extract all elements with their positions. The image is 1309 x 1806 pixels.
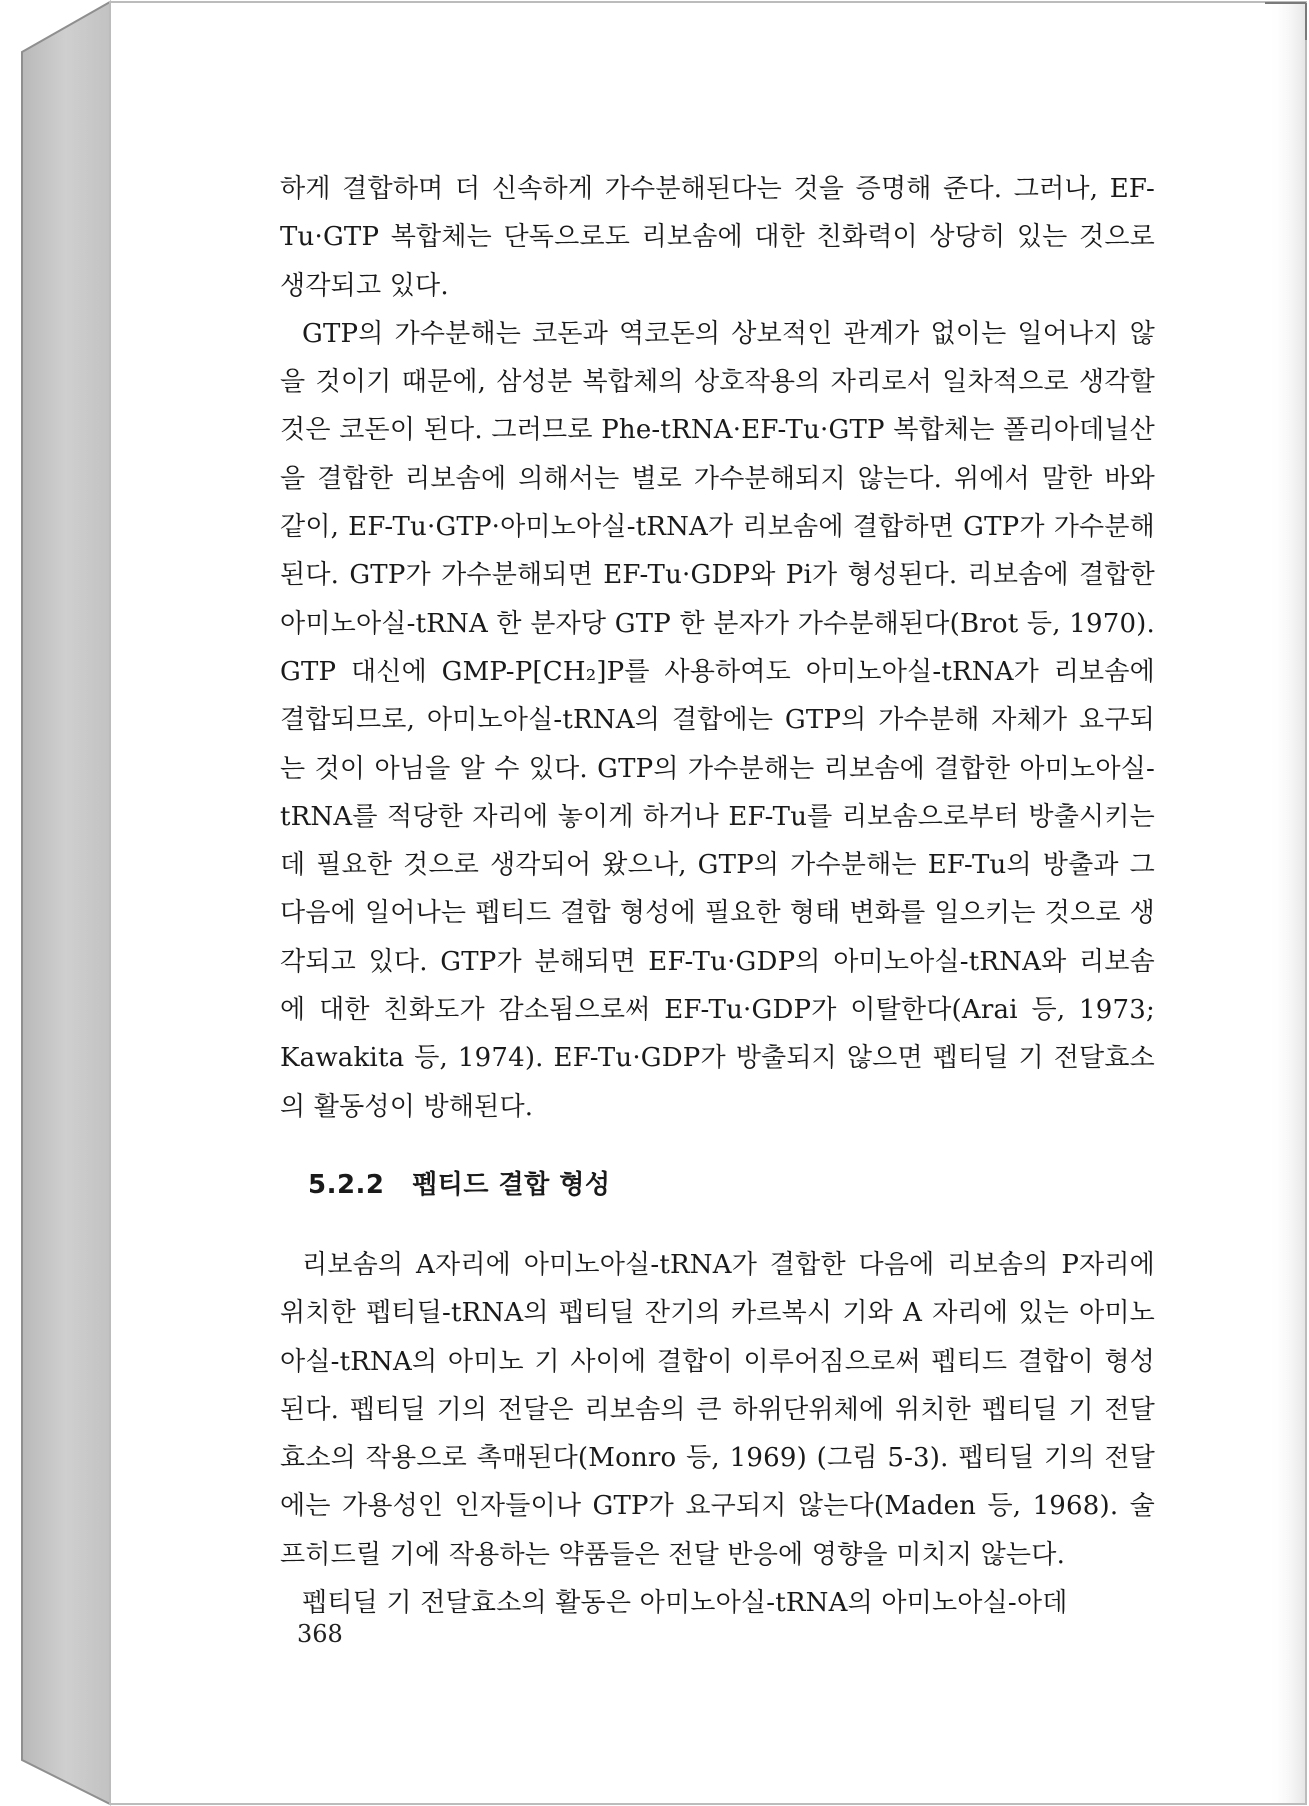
paragraph-3: 리보솜의 A자리에 아미노아실-tRNA가 결합한 다음에 리보솜의 P자리에 위치한 펩티딜-tRNA의 펩티딜 잔기의 카르복시 기와 A 자리에 있는 아미노아실-tRNA의 아미노 기 사이에 결합이 이루어짐으로써 펩티드 결합이 형성된다. 펩티딜 기의 전달은 리보솜의 큰 하위단위체에 위치한 펩티딜 기 전달효소의 작용으로 촉매된다(Monro 등, 1969) (그림 5-3). 펩티딜 기의 전달에는 가용성인 인자들이나 GTP가 요구되지 않는다(Maden 등, 1968). 술프히드릴 기에 작용하는 약품들은 전달 반응에 영향을 미치지 않는다. <box>280 1249 1155 1570</box>
paragraph-4: 펩티딜 기 전달효소의 활동은 아미노아실-tRNA의 아미노아실-아데 <box>302 1588 1068 1619</box>
paragraph-1: 하게 결합하며 더 신속하게 가수분해된다는 것을 증명해 준다. 그러나, EF-Tu·GTP 복합체는 단독으로도 리보솜에 대한 친화력이 상당히 있는 것으로 생각되고 있다. <box>280 174 1155 301</box>
page-number: 368 <box>297 1620 343 1648</box>
paragraph-2: GTP의 가수분해는 코돈과 역코돈의 상보적인 관계가 없이는 일어나지 않을 것이기 때문에, 삼성분 복합체의 상호작용의 자리로서 일차적으로 생각할 것은 코돈이 된다. 그러므로 Phe-tRNA·EF-Tu·GTP 복합체는 폴리아데닐산을 결합한 리보솜에 의해서는 별로 가수분해되지 않는다. 위에서 말한 바와 같이, EF-Tu·GTP·아미노아실-tRNA가 리보솜에 결합하면 GTP가 가수분해된다. GTP가 가수분해되면 EF-Tu·GDP와 Pi가 형성된다. 리보솜에 결합한 아미노아실-tRNA 한 분자당 GTP 한 분자가 가수분해된다(Brot 등, 1970). GTP 대신에 GMP-P[CH₂]P를 사용하여도 아미노아실-tRNA가 리보솜에 결합되므로, 아미노아실-tRNA의 결합에는 GTP의 가수분해 자체가 요구되는 것이 아님을 알 수 있다. GTP의 가수분해는 리보솜에 결합한 아미노아실-tRNA를 적당한 자리에 놓이게 하거나 EF-Tu를 리보솜으로부터 방출시키는데 필요한 것으로 생각되어 왔으나, GTP의 가수분해는 EF-Tu의 방출과 그 다음에 일어나는 펩티드 결합 형성에 필요한 형태 변화를 일으키는 것으로 생각되고 있다. GTP가 분해되면 EF-Tu·GDP의 아미노아실-tRNA와 리보솜에 대한 친화도가 감소됨으로써 EF-Tu·GDP가 이탈한다(Arai 등, 1973; Kawakita 등, 1974). EF-Tu·GDP가 방출되지 않으면 펩티딜 기 전달효소의 활동성이 방해된다. <box>280 318 1155 1122</box>
section-number: 5.2.2 <box>308 1169 385 1200</box>
book-spine <box>22 2 110 1804</box>
page-edge-shadow <box>1268 3 1305 1803</box>
section-heading <box>308 1165 1155 1205</box>
section-title: 펩티드 결합 형성 <box>412 1169 611 1200</box>
page-body <box>280 165 1155 1627</box>
